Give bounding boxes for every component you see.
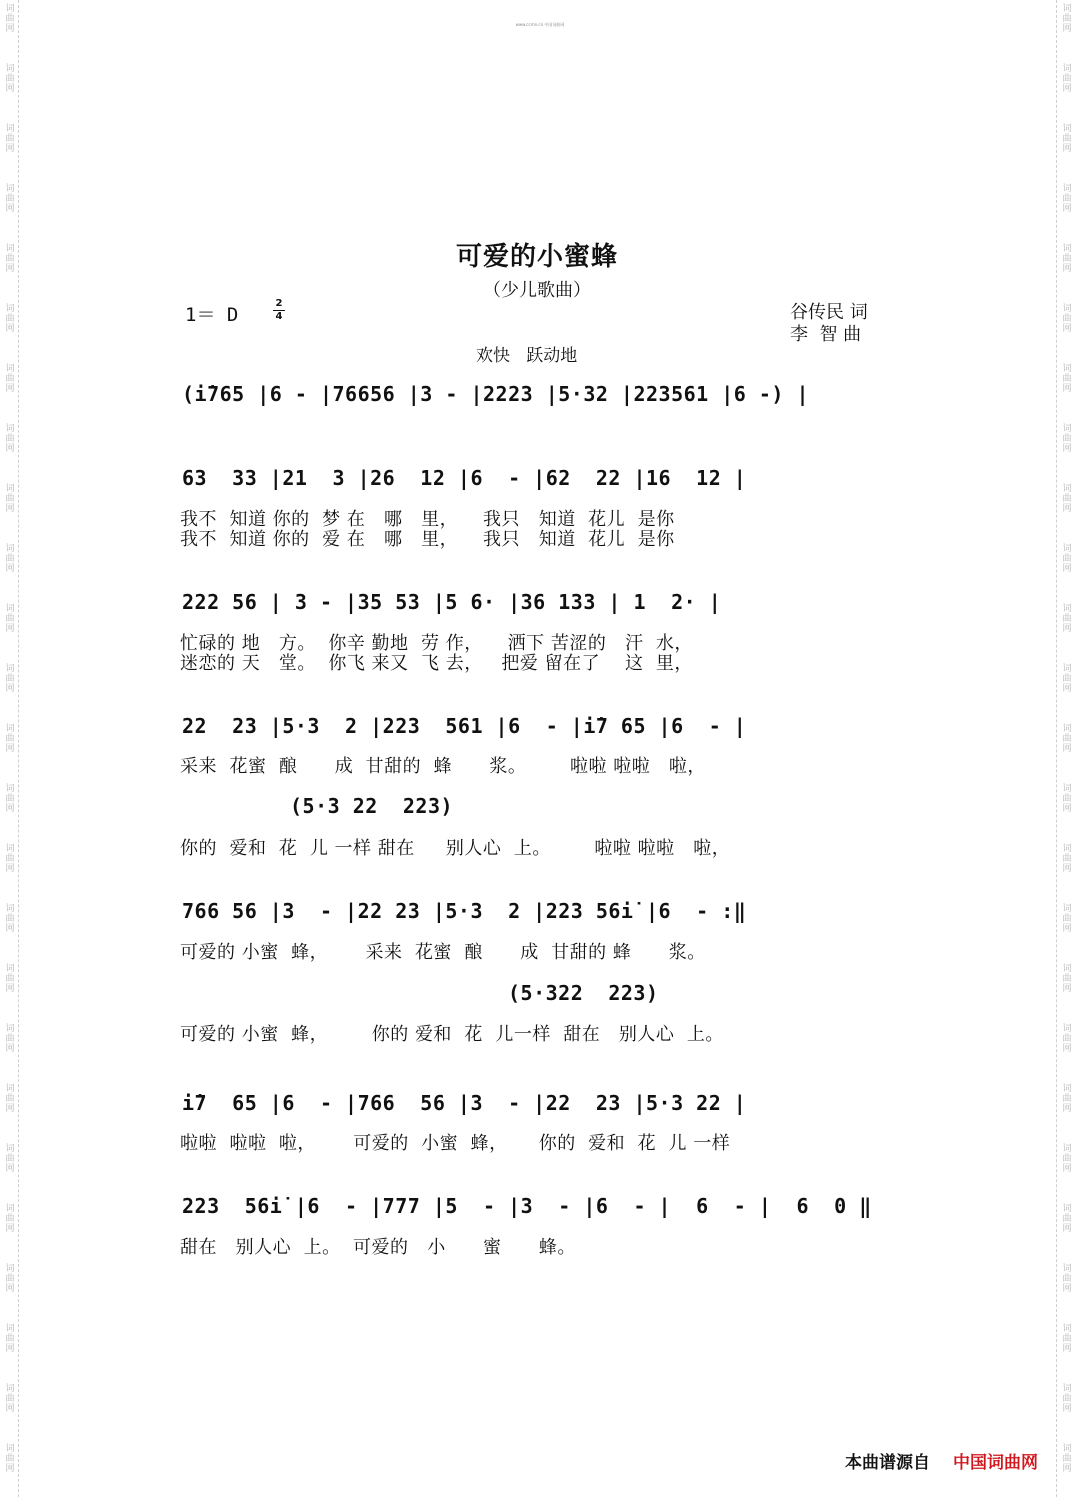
notation-line: i̇7 65 |6 - |766 56 |3 - |22 23 |5·3 22 |	[182, 1091, 747, 1115]
source-label: 本曲谱源自	[845, 1453, 930, 1473]
notation-line: 223 56i̇ |6 - |777 |5 - |3 - |6 - | 6 - | 6 0 ‖	[182, 1194, 872, 1218]
watermark-text: 词 曲 网	[5, 64, 15, 94]
notation-line: 766 56 |3 - |22 23 |5·3 2 |223 56i̇ |6 - :‖	[182, 899, 747, 923]
watermark-text: 词 曲 网	[1062, 124, 1072, 154]
watermark-text: 词 曲 网	[1062, 244, 1072, 274]
watermark-text: 词 曲 网	[5, 424, 15, 454]
watermark-text: 词 曲 网	[5, 1084, 15, 1114]
lyric-line: 甜在 别人心 上。 可爱的 小 蜜 蜂。	[180, 1237, 576, 1258]
watermark-text: 词 曲 网	[5, 784, 15, 814]
key-signature: 1＝ D	[185, 304, 239, 326]
watermark-text: 词 曲 网	[5, 904, 15, 934]
notation-line: (i̇765 |6 - |76656 |3 - |2223 |5·32 |223561 |6 -) |	[182, 382, 810, 406]
lyric-line: 忙碌的 地 方。 你辛 勤地 劳 作， 洒下 苦涩的 汗 水，	[180, 633, 693, 654]
watermark-text: 词 曲 网	[5, 604, 15, 634]
notation-line: 22 23 |5·3 2 |223 561 |6 - |i̇7 65 |6 - |	[182, 714, 747, 738]
time-signature	[273, 299, 285, 322]
watermark-text: 词 曲 网	[1062, 1324, 1072, 1354]
watermark-text: 词 曲 网	[1062, 1264, 1072, 1294]
watermark-text: 词 曲 网	[5, 124, 15, 154]
watermark-text: 词 曲 网	[1062, 364, 1072, 394]
song-subtitle: （少儿歌曲）	[483, 280, 591, 301]
time-signature-bottom: 4	[275, 311, 283, 322]
watermark-text: 词 曲 网	[1062, 484, 1072, 514]
watermark-text: 词 曲 网	[1062, 1084, 1072, 1114]
notation-line: 222 56 | 3 - |35 53 |5 6· |36 133 | 1 2· |	[182, 590, 722, 614]
watermark-text: 词 曲 网	[1062, 964, 1072, 994]
watermark-text: 词 曲 网	[1062, 4, 1072, 34]
watermark-text: 词 曲 网	[1062, 664, 1072, 694]
lyric-line: 迷恋的 天 堂。 你飞 来又 飞 去， 把爱 留在了 这 里，	[180, 653, 693, 674]
watermark-text: 词 曲 网	[1062, 604, 1072, 634]
song-title: 可爱的小蜜蜂	[455, 242, 618, 272]
lyric-line: 采来 花蜜 酿 成 甘甜的 蜂 浆。 啦啦 啦啦 啦，	[180, 756, 706, 777]
watermark-text: 词 曲 网	[1062, 1204, 1072, 1234]
lyric-line: 我不 知道 你的 爱 在 哪 里， 我只 知道 花儿 是你	[180, 529, 675, 550]
watermark-text: 词 曲 网	[5, 4, 15, 34]
watermark-text: 词 曲 网	[5, 1024, 15, 1054]
tempo-marking: 欢快 跃动地	[476, 346, 578, 366]
left-watermark-strip	[0, 0, 19, 1497]
watermark-text: 词 曲 网	[5, 664, 15, 694]
watermark-text: 词 曲 网	[1062, 184, 1072, 214]
header-caption: www.ccmn.cn 中国词曲网	[515, 22, 565, 27]
composer-credit: 李 智 曲	[790, 324, 862, 345]
lyric-line: 啦啦 啦啦 啦， 可爱的 小蜜 蜂， 你的 爱和 花 儿 一样	[180, 1133, 731, 1154]
notation-line: 63 33 |21 3 |26 12 |6 - |62 22 |16 12 |	[182, 466, 747, 490]
watermark-text: 词 曲 网	[1062, 1024, 1072, 1054]
watermark-text: 词 曲 网	[5, 1264, 15, 1294]
source-site-link[interactable]: 中国词曲网	[953, 1453, 1038, 1473]
watermark-text: 词 曲 网	[5, 964, 15, 994]
watermark-text: 词 曲 网	[1062, 424, 1072, 454]
lyricist-credit: 谷传民 词	[790, 302, 868, 323]
watermark-text: 词 曲 网	[5, 304, 15, 334]
watermark-text: 词 曲 网	[5, 244, 15, 274]
time-signature-top: 2	[275, 298, 283, 309]
watermark-text: 词 曲 网	[1062, 1444, 1072, 1474]
watermark-text: 词 曲 网	[5, 184, 15, 214]
lyric-line: 可爱的 小蜜 蜂， 采来 花蜜 酿 成 甘甜的 蜂 浆。	[180, 942, 706, 963]
watermark-text: 词 曲 网	[1062, 1144, 1072, 1174]
watermark-text: 词 曲 网	[5, 844, 15, 874]
right-watermark-strip	[1056, 0, 1074, 1497]
watermark-text: 词 曲 网	[1062, 1384, 1072, 1414]
watermark-text: 词 曲 网	[1062, 304, 1072, 334]
watermark-text: 词 曲 网	[1062, 844, 1072, 874]
watermark-text: 词 曲 网	[1062, 784, 1072, 814]
watermark-text: 词 曲 网	[5, 484, 15, 514]
alternate-notes-line: (5·3 22 223)	[290, 794, 454, 818]
watermark-text: 词 曲 网	[5, 544, 15, 574]
watermark-text: 词 曲 网	[5, 1204, 15, 1234]
lyric-line: 我不 知道 你的 梦 在 哪 里， 我只 知道 花儿 是你	[180, 509, 675, 530]
watermark-text: 词 曲 网	[5, 724, 15, 754]
watermark-text: 词 曲 网	[5, 1144, 15, 1174]
watermark-text: 词 曲 网	[5, 1324, 15, 1354]
watermark-text: 词 曲 网	[5, 1444, 15, 1474]
watermark-text: 词 曲 网	[5, 364, 15, 394]
watermark-text: 词 曲 网	[1062, 64, 1072, 94]
watermark-text: 词 曲 网	[1062, 904, 1072, 934]
lyric-line: 你的 爱和 花 儿 一样 甜在 别人心 上。 啦啦 啦啦 啦，	[180, 838, 731, 859]
watermark-text: 词 曲 网	[1062, 724, 1072, 754]
lyric-line: 可爱的 小蜜 蜂， 你的 爱和 花 儿一样 甜在 别人心 上。	[180, 1024, 724, 1045]
alternate-notes-line: (5·322 223)	[508, 981, 659, 1005]
watermark-text: 词 曲 网	[5, 1384, 15, 1414]
watermark-text: 词 曲 网	[1062, 544, 1072, 574]
